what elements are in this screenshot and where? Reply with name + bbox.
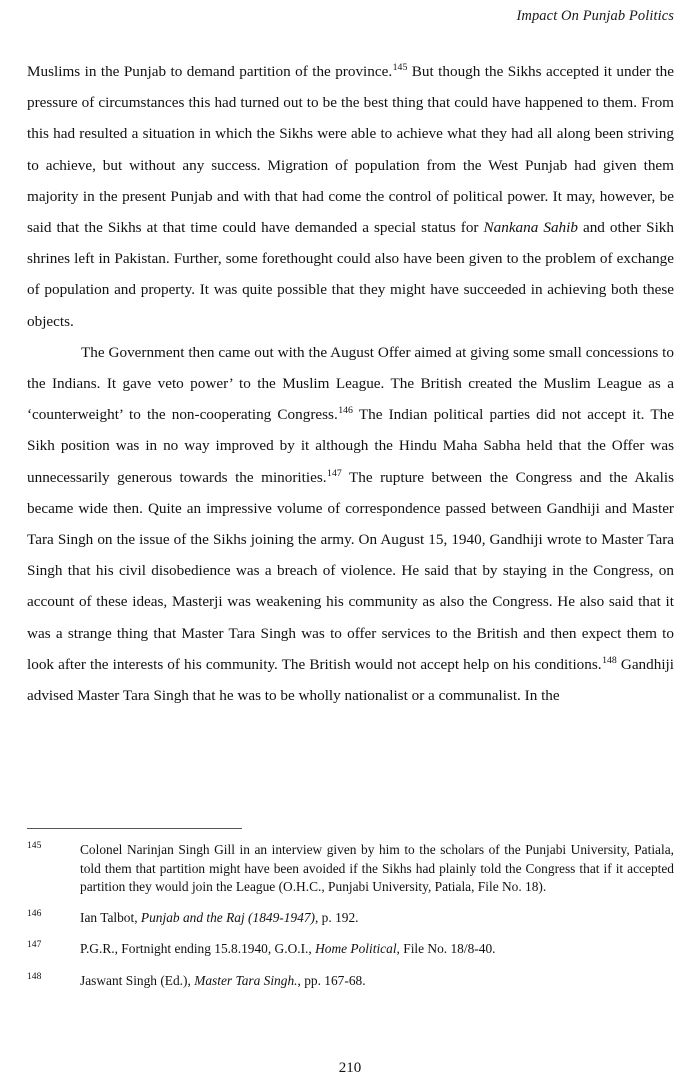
footnote-147-prefix: P.G.R., Fortnight ending 15.8.1940, G.O.I.,: [80, 941, 316, 957]
footnote-entry-145: [27, 841, 674, 897]
page-number: 210: [338, 1060, 362, 1075]
footnote-area: [27, 828, 674, 991]
footnote-text-146: [80, 909, 674, 928]
paragraph-1-segment-3: and other Sikh shrines left in Pakistan. Further, some forethought could also have been given to the problem of exchange of population and property. It was quite possible that they might have succeeded in achieving both these objects.: [27, 219, 674, 330]
paragraph-1-segment-1: Muslims in the Punjab to demand partition of the province.: [27, 63, 393, 80]
footnote-number-145: 145: [27, 840, 42, 851]
paragraph-1-italic-nankana-sahib: Nankana Sahib: [483, 219, 578, 237]
paragraph-2-segment-3: The rupture between the Congress and the Akalis became wide then. Quite an impressive volume of correspondence passed between Gandhiji and Master Tara Singh on the issue of the Sikhs joining the army. On August 15, 1940, Gandhiji wrote to Master Tara Singh that his civil disobedience was a breach of violence. He said that by staying in the Congress, on account of these ideas, Masterji was weakening his community as also the Congress. He also said that it was a strange thing that Master Tara Singh was to offer services to the British and then expect them to look after the interests of his community. The British would not accept help on his conditions.: [27, 468, 674, 673]
footnote-entry-146: [27, 909, 674, 928]
footnote-separator-rule: [27, 828, 242, 829]
footnote-146-prefix: Ian Talbot,: [80, 909, 141, 925]
footnote-number-147: 147: [27, 939, 42, 951]
paragraph-1-segment-2: But though the Sikhs accepted it under the pressure of circumstances this had turned out to be the best thing that could have happened to them. From this had resulted a situation in which the Sikhs were able to achieve what they had all along been striving to achieve, but without any success. Migration of population from the West Punjab had given them majority in the present Punjab and with that had come the control of political power. It may, however, be said that the Sikhs at that time could have demanded a special status for: [27, 63, 674, 237]
footnote-147-suffix: , File No. 18/8-40.: [396, 941, 496, 957]
footnote-147-title: Home Political: [315, 941, 397, 957]
footnote-148-prefix: Jaswant Singh (Ed.),: [80, 972, 195, 988]
footnote-148-title: Master Tara Singh.: [194, 972, 298, 988]
body-text-column: [27, 56, 674, 711]
footnote-number-146: 146: [27, 907, 42, 919]
footnote-text-147: [80, 940, 674, 959]
footnote-148-suffix: , pp. 167-68.: [297, 972, 366, 988]
footnote-text-145: Colonel Narinjan Singh Gill in an interview given by him to the scholars of the Punjabi University, Patiala, told them that partition might have been avoided if the Sikhs had plainly told the Congress that if it accepted partition they would join the League (O.H.C., Punjabi University, Patiala, File No. 18).: [80, 842, 674, 895]
body-paragraph-1: [27, 56, 674, 337]
footnote-entry-148: [27, 972, 674, 991]
running-header-title: Impact On Punjab Politics: [516, 8, 674, 24]
paragraph-2-segment-2: The Indian political parties did not accept it. The Sikh position was in no way improved by it although the Hindu Maha Sabha held that the Offer was unnecessarily generous towards the minorities.: [27, 406, 674, 486]
footnote-text-148: [80, 972, 674, 991]
footnote-entry-147: [27, 940, 674, 959]
footnote-ref-148[interactable]: 148: [602, 654, 617, 666]
footnote-ref-146[interactable]: 146: [338, 405, 353, 417]
paragraph-2-segment-4: Gandhiji advised Master Tara Singh that he was to be wholly nationalist or a communalist. In the: [27, 655, 674, 705]
paragraph-2-segment-1: The Government then came out with the August Offer aimed at giving some small concessions to the Indians. It gave veto power’ to the Muslim League. The British created the Muslim League as a ‘counterweight’ to the non-cooperating Congress.: [27, 343, 674, 424]
footnote-ref-147[interactable]: 147: [327, 467, 342, 479]
footnote-ref-145[interactable]: 145: [392, 61, 408, 73]
footnote-number-148: 148: [27, 970, 42, 982]
body-paragraph-2: [27, 337, 674, 711]
footnote-146-suffix: , p. 192.: [314, 909, 359, 925]
footnote-146-title: Punjab and the Raj (1849-1947): [140, 909, 315, 925]
